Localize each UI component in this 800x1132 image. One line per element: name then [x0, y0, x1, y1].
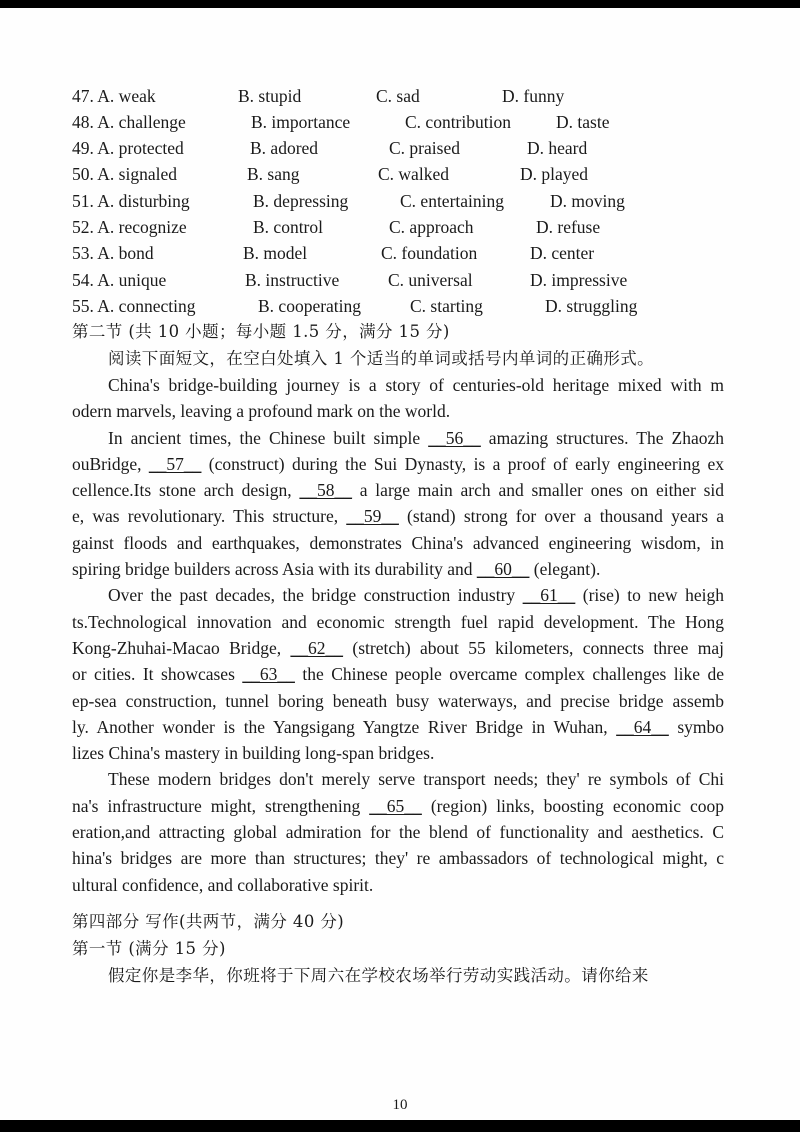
option-d: D. impressive [530, 270, 628, 290]
passage-line: ep-sea construction, tunnel boring beneath busy waterways, and precise bridge assemb [72, 690, 724, 711]
passage-line: China's bridge-building journey is a story of centuries-old heritage mixed with m [108, 375, 724, 395]
passage-line: These modern bridges don't merely serve transport needs; they' re symbols of Chi [108, 769, 724, 790]
passage [72, 372, 724, 898]
option-a: 54. A. unique [72, 270, 167, 290]
blank-60[interactable]: __60__ [476, 559, 530, 580]
passage-line: or cities. It showcases __63__ the Chinese people overcame complex challenges like de [72, 664, 724, 685]
blank-62[interactable]: __62__ [290, 637, 343, 658]
option-b: B. depressing [253, 191, 349, 211]
blank-57[interactable]: __57__ [148, 453, 202, 474]
bottom-black-bar [0, 1120, 800, 1132]
passage-line: e, was revolutionary. This structure, __59__ (stand) strong for over a thousand years a [72, 506, 724, 527]
option-c: C. starting [410, 296, 483, 316]
part4-heading: 第四部分 写作(共两节，满分 40 分) [72, 912, 345, 931]
passage-line: na's infrastructure might, strengthening __65__ (region) links, boosting economic coop [72, 795, 724, 816]
option-b: B. importance [251, 112, 351, 132]
blank-61[interactable]: __61__ [522, 585, 576, 606]
blank-58[interactable]: __58__ [299, 480, 352, 501]
writing-prompt: 假定你是李华，你班将于下周六在学校农场举行劳动实践活动。请你给来 [108, 966, 649, 985]
passage-line: Over the past decades, the bridge construction industry __61__ (rise) to new heigh [108, 585, 724, 606]
passage-line: ly. Another wonder is the Yangsigang Yangtze River Bridge in Wuhan, __64__ symbo [72, 716, 724, 737]
option-a: 52. A. recognize [72, 217, 187, 237]
passage-line: lizes China's mastery in building long-span bridges. [72, 743, 435, 764]
top-black-bar [0, 0, 800, 8]
option-c: C. approach [389, 217, 474, 237]
exam-page [0, 8, 800, 1120]
blank-63[interactable]: __63__ [242, 664, 295, 685]
page-number: 10 [392, 1097, 408, 1113]
option-b: B. instructive [245, 270, 340, 290]
option-c: C. walked [378, 164, 449, 184]
option-c: C. universal [388, 270, 473, 290]
passage-line: gainst floods and earthquakes, demonstrates China's advanced engineering wisdom, in [72, 532, 724, 553]
option-b: B. model [243, 243, 308, 263]
passage-line: hina's bridges are more than structures; they' re ambassadors of technological might, c [72, 848, 724, 869]
option-a: 55. A. connecting [72, 296, 196, 316]
option-b: B. adored [250, 138, 319, 158]
option-d: D. funny [502, 86, 565, 106]
part4-section1-heading: 第一节 (满分 15 分) [72, 939, 226, 958]
passage-line: Kong-Zhuhai-Macao Bridge, __62__ (stretch) about 55 kilometers, connects three maj [72, 637, 724, 658]
option-b: B. stupid [238, 86, 302, 106]
blank-59[interactable]: __59__ [346, 506, 399, 527]
option-d: D. center [530, 243, 595, 263]
blank-65[interactable]: __65__ [369, 795, 422, 816]
option-d: D. played [520, 164, 589, 184]
passage-line: In ancient times, the Chinese built simple __56__ amazing structures. The Zhaozh [108, 427, 724, 448]
option-b: B. cooperating [258, 296, 362, 316]
passage-line: spiring bridge builders across Asia with its durability and __60__ (elegant). [72, 559, 601, 580]
option-c: C. entertaining [400, 191, 505, 211]
option-c: C. sad [376, 86, 420, 106]
option-c: C. foundation [381, 243, 478, 263]
section2-instruction: 阅读下面短文，在空白处填入 1 个适当的单词或括号内单词的正确形式。 [108, 349, 655, 368]
option-a: 47. A. weak [72, 86, 156, 106]
option-c: C. praised [389, 138, 460, 158]
option-a: 51. A. disturbing [72, 191, 190, 211]
option-d: D. heard [527, 138, 588, 158]
passage-line: ultural confidence, and collaborative spirit. [72, 874, 374, 895]
option-a: 50. A. signaled [72, 164, 178, 184]
option-a: 49. A. protected [72, 138, 184, 158]
passage-line: odern marvels, leaving a profound mark on the world. [72, 401, 451, 422]
section2-heading: 第二节 (共 10 小题；每小题 1.5 分，满分 15 分) [72, 322, 450, 341]
option-b: B. sang [247, 164, 300, 184]
option-d: D. struggling [545, 296, 638, 316]
passage-line: cellence.Its stone arch design, __58__ a large main arch and smaller ones on either sid [72, 480, 724, 501]
option-c: C. contribution [405, 112, 511, 132]
option-a: 48. A. challenge [72, 112, 186, 132]
option-d: D. taste [556, 112, 610, 132]
option-a: 53. A. bond [72, 243, 154, 263]
option-b: B. control [253, 217, 323, 237]
blank-64[interactable]: __64__ [616, 716, 669, 737]
option-d: D. moving [550, 191, 625, 211]
option-d: D. refuse [536, 217, 601, 237]
passage-line: ouBridge, __57__ (construct) during the Sui Dynasty, is a proof of early engineering ex [72, 453, 724, 474]
blank-56[interactable]: __56__ [428, 427, 481, 448]
passage-line: eration,and attracting global admiration for the blend of functionality and aesthetics. C [72, 822, 724, 843]
passage-line: ts.Technological innovation and economic strength fuel rapid development. The Hong [72, 611, 724, 632]
